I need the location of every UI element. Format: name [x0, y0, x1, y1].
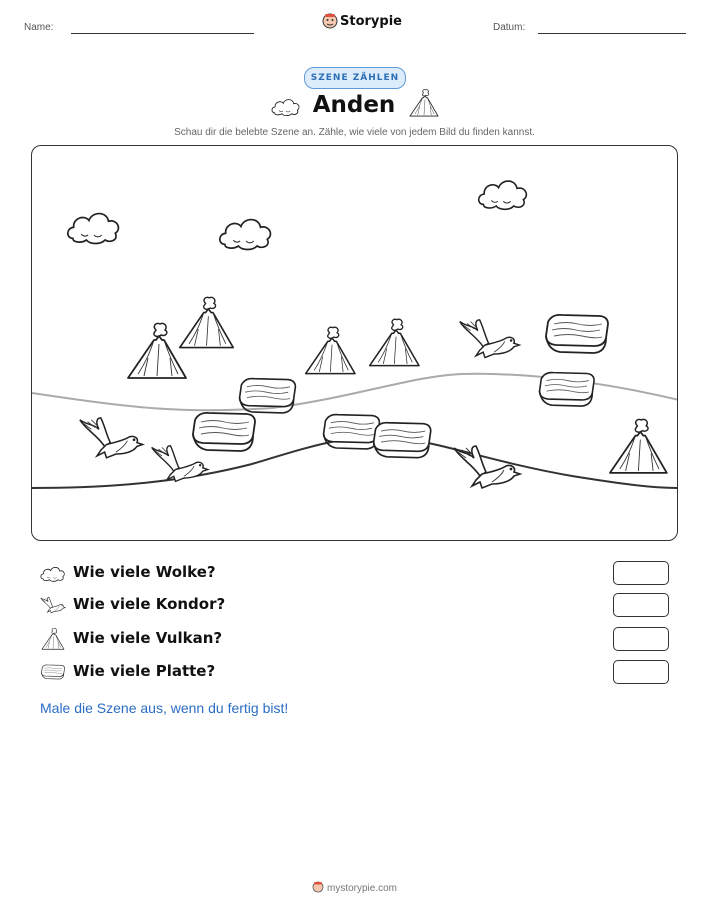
page-title: Anden: [312, 92, 396, 118]
slab-icon: [193, 413, 255, 451]
footer-url[interactable]: mystorypie.com: [326, 883, 397, 894]
question-text: Wie viele Kondor?: [73, 595, 226, 613]
brand-name: Storypie: [340, 14, 402, 29]
answer-box-slab[interactable]: [613, 660, 669, 684]
activity-badge: SZENE ZÄHLEN: [304, 67, 406, 89]
question-row-slab: [40, 660, 670, 684]
brand-logo: [322, 13, 402, 31]
question-row-condor: [40, 593, 670, 617]
volcano-icon: [370, 319, 419, 365]
cloud-icon: [68, 214, 119, 244]
slab-icon: [40, 661, 66, 683]
condor-icon: [460, 320, 519, 358]
question-text: Wie viele Vulkan?: [73, 629, 223, 647]
condor-icon: [454, 446, 520, 488]
question-text: Wie viele Platte?: [73, 662, 216, 680]
condor-icon: [80, 418, 143, 458]
volcano-icon: [306, 327, 355, 373]
slab-icon: [374, 423, 431, 458]
volcano-icon: [180, 297, 233, 347]
date-line[interactable]: [538, 33, 686, 34]
scene-illustration: [32, 146, 678, 541]
volcano-icon: [610, 419, 667, 472]
volcano-icon: [40, 628, 66, 650]
volcano-icon: [128, 323, 186, 378]
question-text: Wie viele Wolke?: [73, 563, 216, 581]
answer-box-condor[interactable]: [613, 593, 669, 617]
storypie-logo-icon: [322, 13, 338, 29]
slab-icon: [324, 415, 380, 449]
footer: [0, 881, 709, 894]
cloud-icon: [479, 181, 527, 209]
title-cloud-icon: [271, 95, 301, 117]
answer-box-volcano[interactable]: [613, 627, 669, 651]
date-label: Datum:: [493, 22, 526, 33]
name-line[interactable]: [71, 33, 254, 34]
answer-box-cloud[interactable]: [613, 561, 669, 585]
coloring-instruction: Male die Szene aus, wenn du fertig bist!: [40, 700, 289, 716]
title-volcano-icon: [409, 88, 439, 118]
storypie-logo-icon: [312, 881, 324, 893]
cloud-icon: [40, 562, 66, 584]
instruction-text: Schau dir die belebte Szene an. Zähle, wie viele von jedem Bild du finden kannst.: [174, 127, 535, 138]
condor-icon: [40, 594, 66, 616]
question-row-volcano: [40, 627, 670, 651]
scene-frame: [31, 145, 678, 541]
name-label: Name:: [24, 22, 54, 33]
question-row-cloud: [40, 561, 670, 585]
slab-icon: [546, 315, 608, 353]
slab-icon: [540, 373, 595, 407]
cloud-icon: [220, 220, 271, 250]
